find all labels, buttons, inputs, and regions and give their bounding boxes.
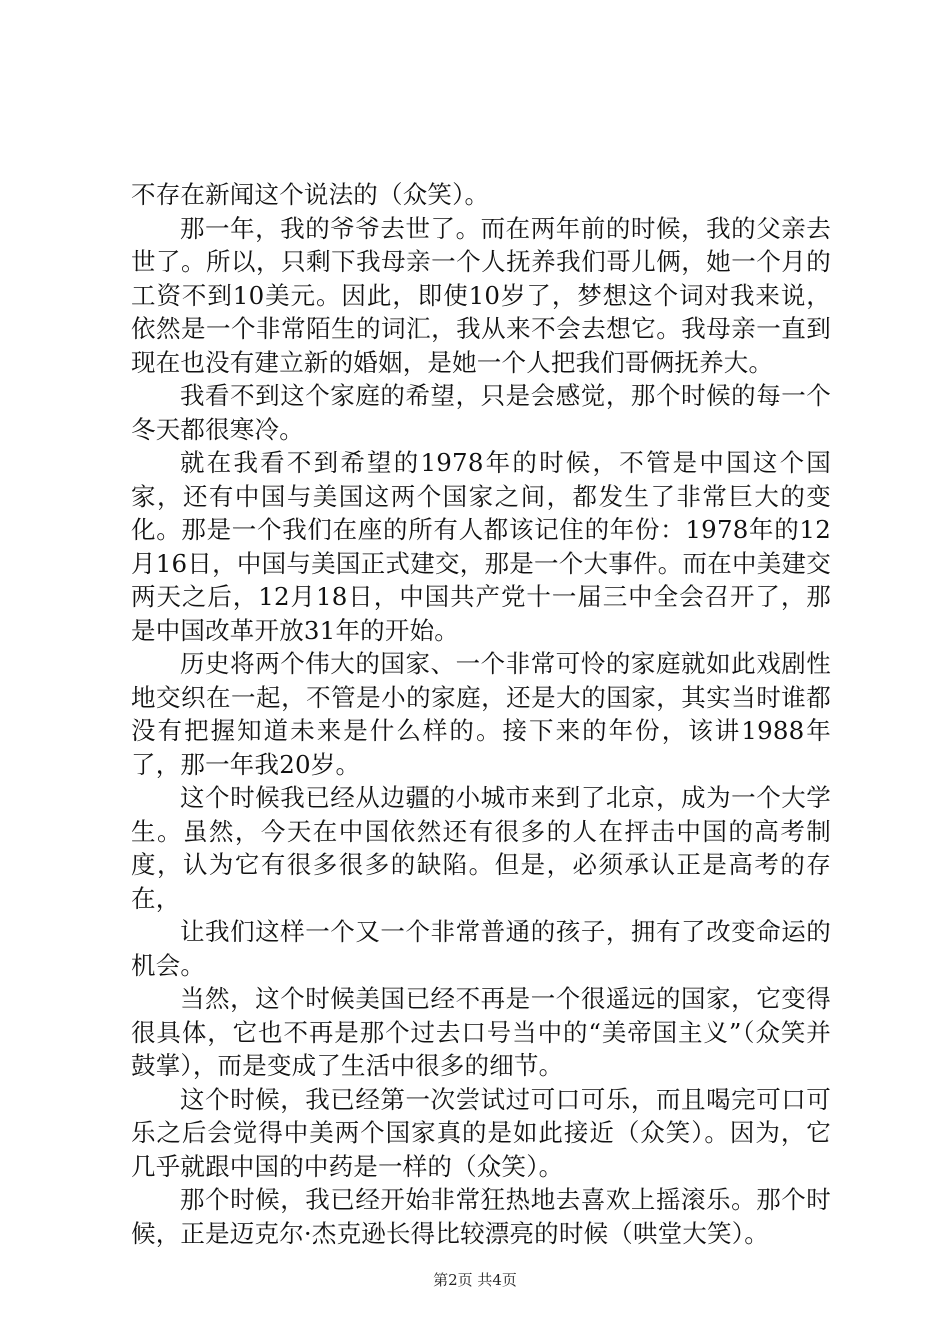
paragraph-1: 不存在新闻这个说法的（众笑）。 [131, 180, 490, 209]
paragraph-10: 那个时候，我已经开始非常狂热地去喜欢上摇滚乐。那个时候，正是迈克尔·杰克逊长得比较漂亮的时候（哄堂大笑）。 [131, 1185, 831, 1248]
paragraph-6: 这个时候我已经从边疆的小城市来到了北京，成为一个大学生。虽然，今天在中国依然还有很多的人在抨击中国的高考制度，认为它有很多很多的缺陷。但是，必须承认正是高考的存在， [131, 783, 831, 913]
page-number-footer: 第2页 共4页 [433, 1271, 517, 1289]
paragraph-4: 就在我看不到希望的1978年的时候，不管是中国这个国家，还有中国与美国这两个国家之间，都发生了非常巨大的变化。那是一个我们在座的所有人都该记住的年份：1978年的12月16日，中国与美国正式建交，那是一个大事件。而在中美建交两天之后，12月18日，中国共产党十一届三中全会召开了，那是中国改革开放31年的开始。 [131, 448, 831, 645]
paragraph-2: 那一年，我的爷爷去世了。而在两年前的时候，我的父亲去世了。所以，只剩下我母亲一个人抚养我们哥儿俩，她一个月的工资不到10美元。因此，即使10岁了，梦想这个词对我来说，依然是一个非常陌生的词汇，我从来不会去想它。我母亲一直到现在也没有建立新的婚姻，是她一个人把我们哥俩抚养大。 [131, 213, 831, 377]
paragraph-9: 这个时候，我已经第一次尝试过可口可乐，而且喝完可口可乐之后会觉得中美两个国家真的是如此接近（众笑）。因为，它几乎就跟中国的中药是一样的（众笑）。 [131, 1084, 831, 1181]
paragraph-7: 让我们这样一个又一个非常普通的孩子，拥有了改变命运的机会。 [131, 917, 831, 980]
body-text [131, 178, 831, 1250]
paragraph-8: 当然，这个时候美国已经不再是一个很遥远的国家，它变得很具体，它也不再是那个过去口号当中的“美帝国主义”（众笑并鼓掌），而是变成了生活中很多的细节。 [131, 984, 831, 1080]
paragraph-5: 历史将两个伟大的国家、一个非常可怜的家庭就如此戏剧性地交织在一起，不管是小的家庭，还是大的国家，其实当时谁都没有把握知道未来是什么样的。接下来的年份，该讲1988年了，那一年我20岁。 [131, 649, 831, 779]
paragraph-3: 我看不到这个家庭的希望，只是会感觉，那个时候的每一个冬天都很寒冷。 [131, 381, 831, 444]
